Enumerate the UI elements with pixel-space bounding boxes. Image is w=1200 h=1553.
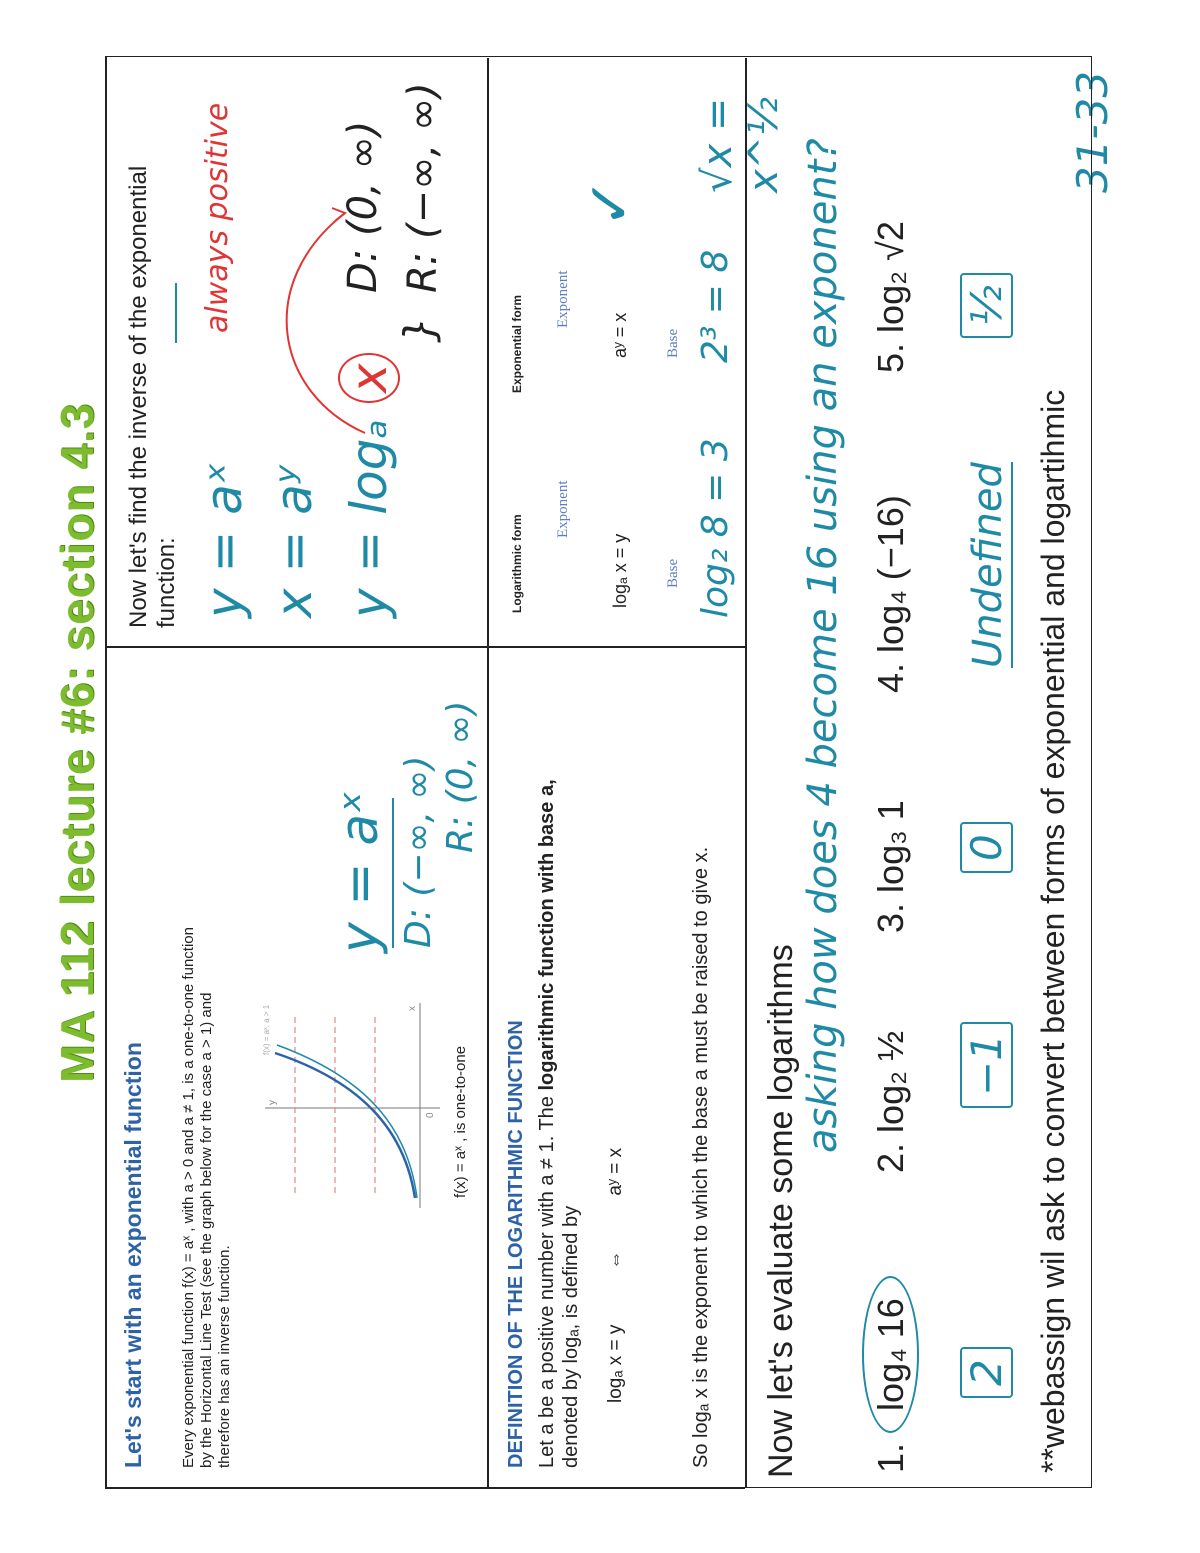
problem-number: 5. — [870, 342, 911, 373]
problem-3 — [870, 800, 912, 933]
exp-form-equation: aʸ = x — [610, 312, 630, 358]
problem-number: 2. — [870, 1142, 911, 1173]
inverse-intro — [125, 166, 181, 628]
exponential-heading: Let's start with an exponential function — [120, 1042, 146, 1468]
problem-number: 3. — [870, 902, 911, 933]
exp-form-label: Exponential form — [510, 294, 524, 393]
log-form-equation: logₐ x = y — [610, 533, 630, 608]
handwritten-domain: D: (−∞, ∞) — [398, 755, 439, 948]
problem-2 — [870, 1031, 912, 1173]
paragraph-line: Every exponential function f(x) = aˣ , with a > 0 and a ≠ 1, is a one-to-one function — [180, 927, 197, 1468]
graph-label-origin: 0 — [425, 1112, 436, 1118]
handwritten-sqrt-note: √x = x^½ — [695, 97, 787, 193]
log-form-label: Logarithmic form — [510, 514, 524, 613]
arrow-head — [332, 208, 345, 221]
check-mark: ✓ — [576, 177, 643, 228]
answer-4: Undefined — [965, 462, 1011, 668]
handwritten-inverse-range: R: (−∞, ∞) — [400, 82, 446, 293]
arrow-path — [287, 213, 365, 433]
problem-expression: log₂ √2 — [870, 221, 911, 333]
problem-4 — [870, 495, 912, 693]
exponential-curve-trace — [277, 1045, 417, 1198]
problem-5 — [870, 221, 912, 373]
definition-line-bold: logarithmic function with base a, — [536, 779, 558, 1091]
exponential-paragraph — [180, 748, 234, 1468]
problem-expression: log₄ (−16) — [870, 495, 911, 653]
log-expression: y = logₐ — [340, 418, 398, 618]
base-label-log: Base — [665, 558, 681, 588]
problem-expression: log₂ ½ — [870, 1030, 911, 1133]
divider-vertical — [105, 647, 745, 649]
intro-line: Now let's find the inverse of the exponential — [125, 165, 152, 628]
problem-1 — [870, 1276, 912, 1473]
divider-middle — [487, 58, 489, 1488]
divider-bottom — [745, 58, 747, 1488]
brace: } — [395, 316, 444, 343]
answer-2: −1 — [960, 1022, 1013, 1108]
definition-log: logₐ x = y — [605, 1324, 626, 1403]
answer-1: 2 — [960, 1347, 1013, 1398]
handwritten-log-example: log₂ 8 = 3 — [695, 438, 736, 618]
problem-number: 1. — [870, 1442, 911, 1473]
handwritten-always-positive: always positive — [200, 102, 235, 333]
exponent-label-exp: Exponent — [555, 270, 571, 328]
footer-note: **webassign wil ask to convert between forms of exponential and logartihmic — [1035, 389, 1071, 1473]
problem-number: 4. — [870, 662, 911, 693]
handwritten-underline — [175, 283, 177, 343]
answer-3: 0 — [960, 822, 1013, 873]
handwritten-inverse-domain: D: (0, ∞) — [340, 120, 386, 293]
definition-line-start: Let a be a positive number with a ≠ 1. The — [536, 1090, 558, 1468]
paragraph-line: therefore has an inverse function. — [216, 1245, 233, 1468]
intro-line: function: — [153, 537, 180, 628]
divider-top — [105, 56, 107, 1488]
definition-text — [535, 779, 583, 1468]
definition-equation — [605, 1148, 627, 1403]
handwritten-underline — [392, 798, 394, 948]
page-reference: 31-33 — [1068, 70, 1117, 193]
answer-5: ½ — [960, 273, 1013, 338]
graph-label-y: y — [267, 1100, 278, 1105]
page-title: MA 112 lecture #6: section 4.3 — [51, 402, 103, 1083]
paragraph-line: by the Horizontal Line Test (see the graph below for the case a > 1) and — [198, 992, 215, 1468]
divider-left — [105, 1488, 745, 1490]
definition-equivalence: ⇔ — [605, 1250, 626, 1270]
exponential-curve — [275, 1053, 415, 1198]
graph-label-curve: f(x) = aˣ, a > 1 — [262, 1004, 271, 1055]
red-arrow — [215, 193, 375, 453]
circled-x: x — [338, 353, 400, 403]
graph-label-x: x — [407, 1006, 418, 1011]
evaluate-heading: Now let's evaluate some logarithms — [762, 944, 800, 1478]
definition-line — [535, 779, 559, 1468]
graph-caption: f(x) = aˣ , is one-to-one — [452, 1045, 469, 1198]
problem-expression: log₃ 1 — [870, 800, 911, 893]
handwritten-range: R: (0, ∞) — [440, 700, 481, 853]
base-label-exp: Base — [665, 328, 681, 358]
handwritten-exp-example: 2³ = 8 — [695, 249, 736, 363]
handwritten-exponential: y = aˣ — [330, 790, 390, 953]
definition-heading: DEFINITION OF THE LOGARITHMIC FUNCTION — [505, 1020, 527, 1468]
handwritten-inverse-line2: x = aʸ — [265, 465, 323, 618]
exponent-label-log: Exponent — [555, 480, 571, 538]
handwritten-inverse-line1: y = aˣ — [195, 461, 253, 618]
handwritten-question: asking how does 4 become 16 using an exponent? — [800, 138, 846, 1153]
definition-summary: So logₐ x is the exponent to which the base a must be raised to give x. — [690, 846, 712, 1468]
problem-expression: log₄ 16 — [862, 1276, 919, 1433]
exponential-graph — [255, 993, 455, 1223]
definition-line: denoted by logₐ, is defined by — [560, 1205, 582, 1468]
definition-exp: aʸ = x — [605, 1147, 626, 1196]
